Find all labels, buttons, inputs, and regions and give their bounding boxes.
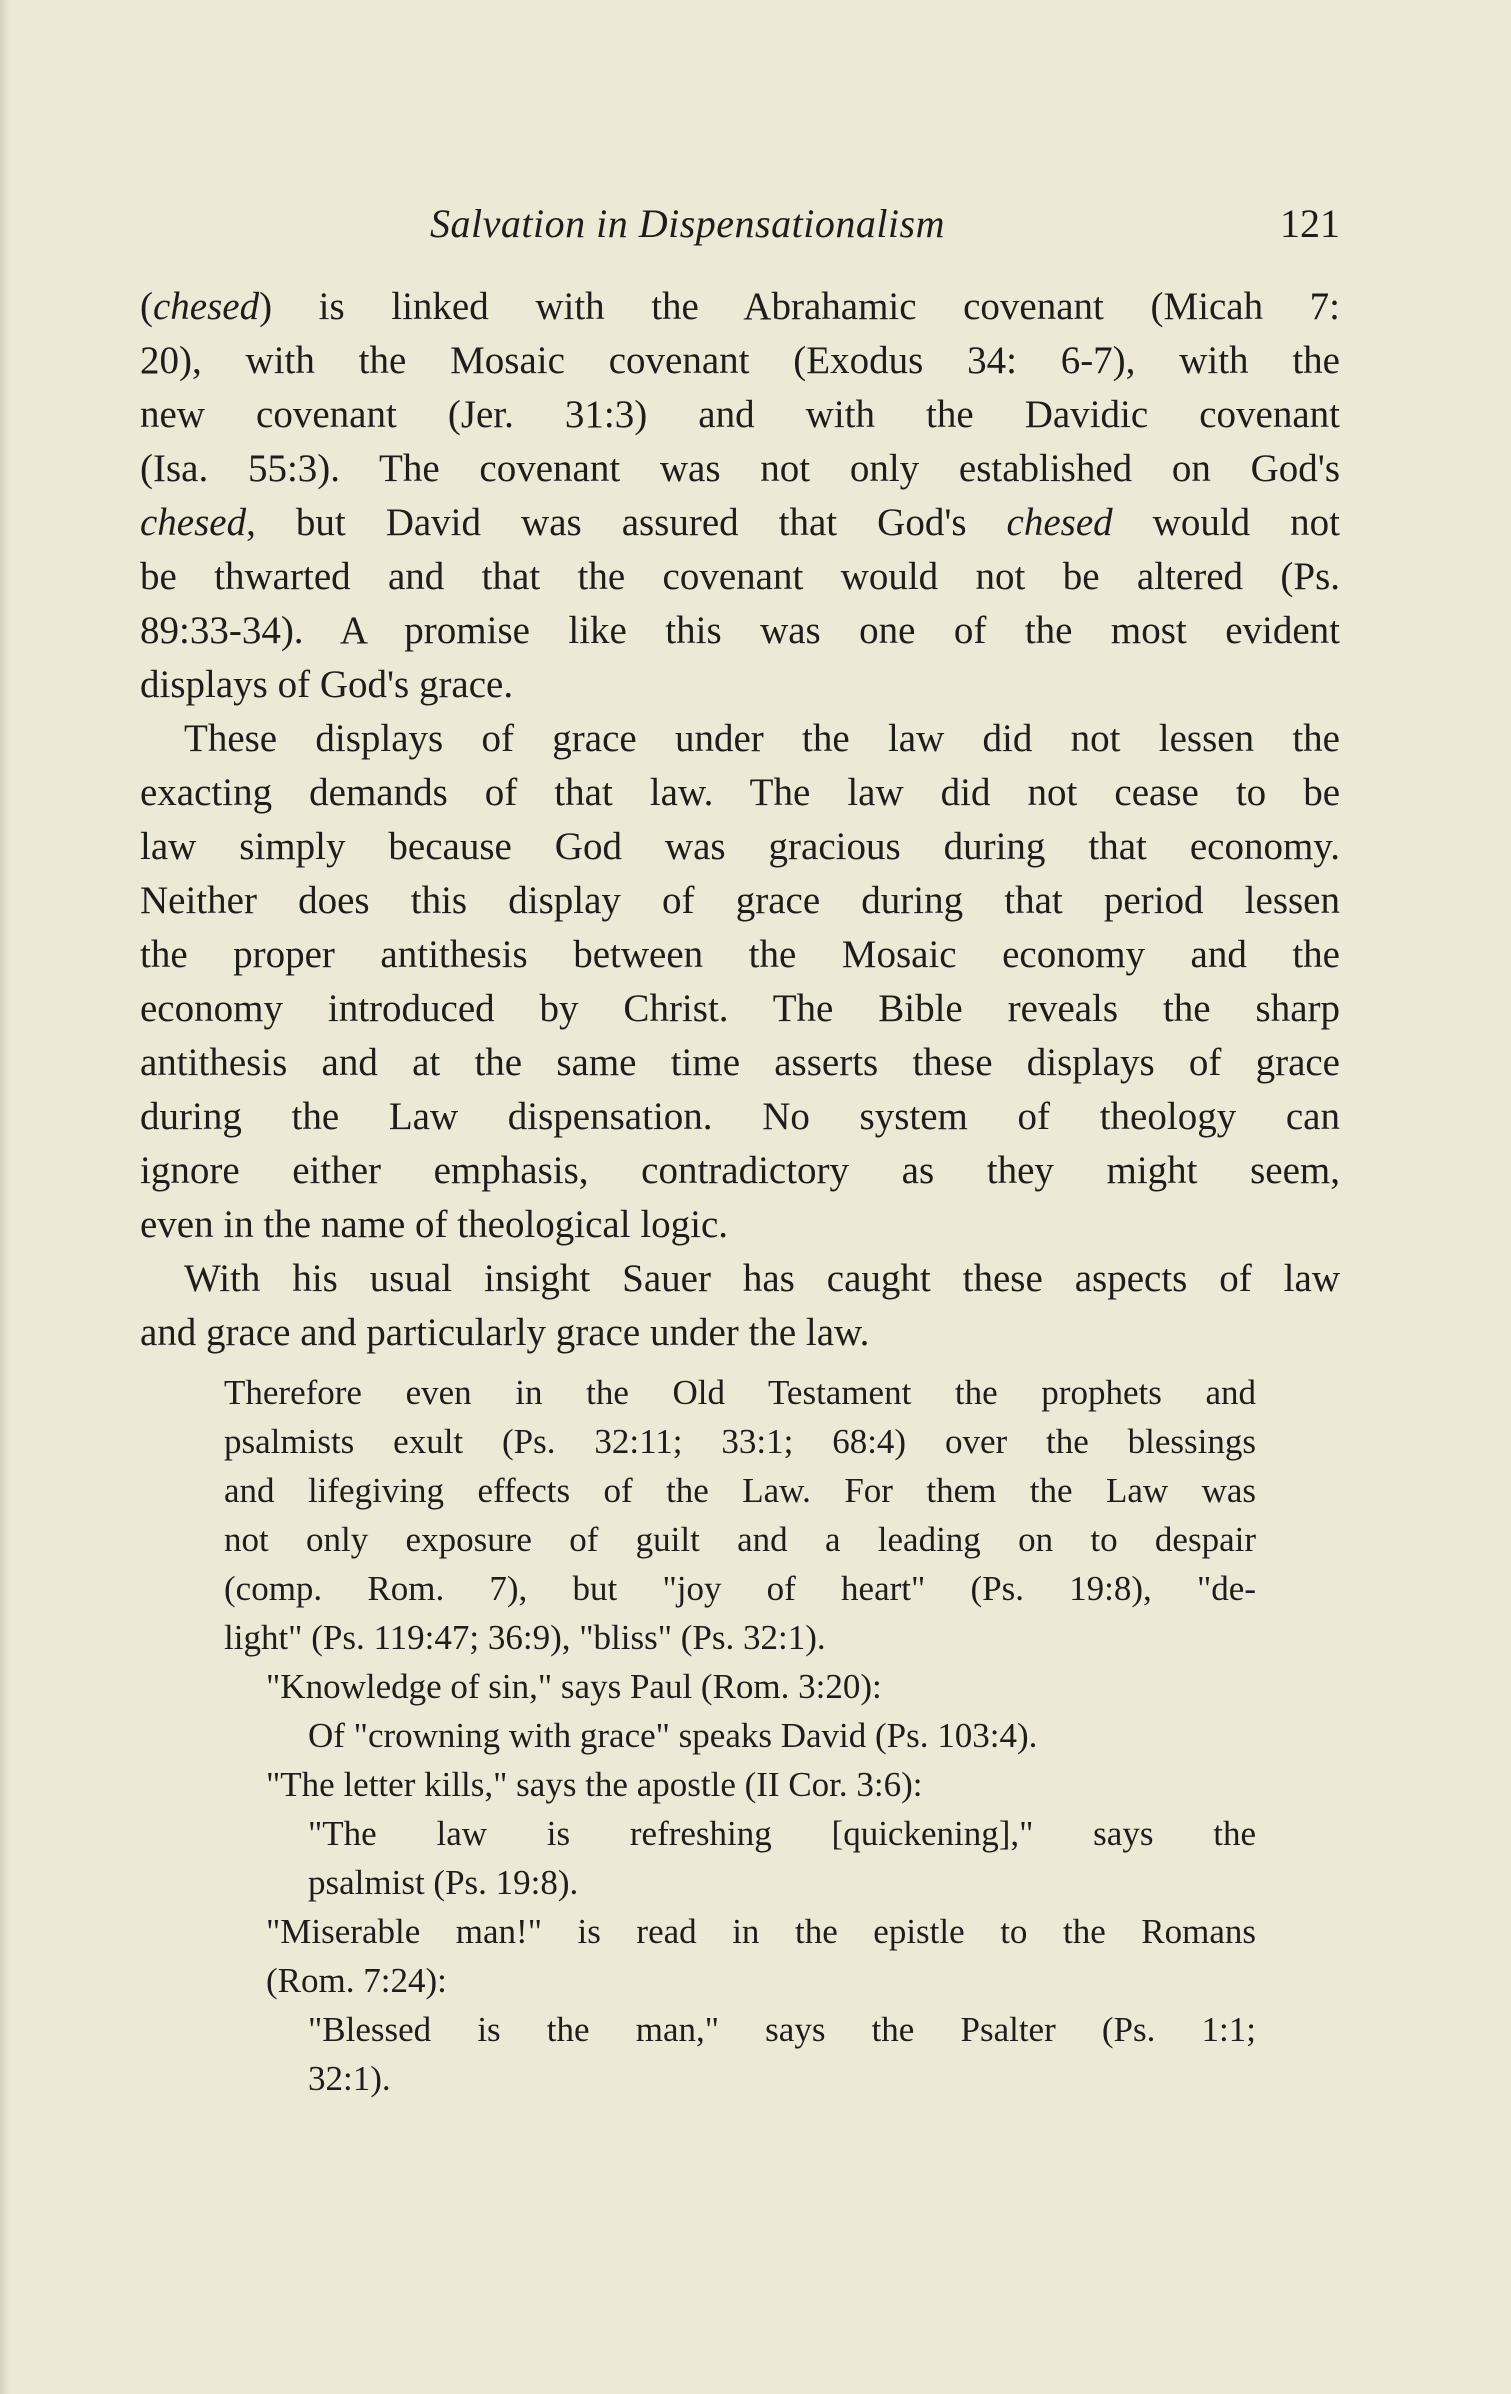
text-line: law simply because God was gracious during that economy. (140, 825, 1340, 868)
quote-line: psalmist (Ps. 19:8). (308, 1863, 579, 1902)
italic-term: chesed (153, 285, 260, 328)
text-line: even in the name of theological logic. (140, 1203, 729, 1246)
text-line: ignore either emphasis, contradictory as they might seem, (140, 1149, 1340, 1192)
text-line: 20), with the Mosaic covenant (Exodus 34: 6-7), with the (140, 339, 1340, 382)
text-line: With his usual insight Sauer has caught these aspects of law (184, 1257, 1340, 1300)
gutter-shadow (0, 0, 10, 2394)
quote-line: "Blessed is the man," says the Psalter (Ps. 1:1; (308, 2010, 1256, 2049)
quote-line: "The letter kills," says the apostle (II Cor. 3:6): (266, 1765, 923, 1804)
paragraph-3 (140, 1252, 1340, 1360)
quote-line: "The law is refreshing [quickening]," says the (308, 1814, 1256, 1853)
text-line: (chesed) is linked with the Abrahamic covenant (Micah 7: (140, 285, 1340, 328)
quote-paragraph (224, 1368, 1256, 1662)
italic-term: chesed (140, 501, 247, 544)
text-line: during the Law dispensation. No system of theology can (140, 1095, 1340, 1138)
quote-line: (comp. Rom. 7), but "joy of heart" (Ps. 19:8), "de- (224, 1569, 1256, 1608)
text-line: the proper antithesis between the Mosaic economy and the (140, 933, 1340, 976)
text-line: new covenant (Jer. 31:3) and with the Davidic covenant (140, 393, 1340, 436)
paragraph-2 (140, 712, 1340, 1252)
text-line: chesed, but David was assured that God's chesed would not (140, 501, 1340, 544)
text-line: and grace and particularly grace under the law. (140, 1311, 870, 1354)
quote-line: light" (Ps. 119:47; 36:9), "bliss" (Ps. 32:1). (224, 1618, 826, 1657)
text-line: Neither does this display of grace during that period lessen (140, 879, 1340, 922)
italic-term: chesed (1006, 501, 1113, 544)
quote-line: and lifegiving effects of the Law. For them the Law was (224, 1471, 1256, 1510)
paragraph-1 (140, 280, 1340, 712)
text-line: 89:33-34). A promise like this was one of the most evident (140, 609, 1340, 652)
text-line: displays of God's grace. (140, 663, 514, 706)
quote-line: psalmists exult (Ps. 32:11; 33:1; 68:4) over the blessings (224, 1422, 1256, 1461)
text-line: economy introduced by Christ. The Bible reveals the sharp (140, 987, 1340, 1030)
quote-line: (Rom. 7:24): (266, 1961, 447, 2000)
quote-line: "Knowledge of sin," says Paul (Rom. 3:20): (266, 1667, 882, 1706)
page-body (140, 280, 1340, 2103)
block-quote (224, 1368, 1256, 2103)
text-line: antithesis and at the same time asserts these displays of grace (140, 1041, 1340, 1084)
quote-line: Therefore even in the Old Testament the prophets and (224, 1373, 1256, 1412)
page-number: 121 (1280, 201, 1340, 246)
running-title: Salvation in Dispensationalism (430, 201, 945, 246)
quote-line: "Miserable man!" is read in the epistle to the Romans (266, 1912, 1256, 1951)
text-line: exacting demands of that law. The law did not cease to be (140, 771, 1340, 814)
quote-line: not only exposure of guilt and a leading on to despair (224, 1520, 1256, 1559)
text-line: be thwarted and that the covenant would not be altered (Ps. (140, 555, 1340, 598)
text-line: (Isa. 55:3). The covenant was not only established on God's (140, 447, 1340, 490)
text-line: These displays of grace under the law did not lessen the (184, 717, 1340, 760)
quote-line: Of "crowning with grace" speaks David (Ps. 103:4). (308, 1716, 1038, 1755)
quote-line: 32:1). (308, 2059, 391, 2098)
running-head (140, 200, 1340, 260)
quote-pairs (224, 1662, 1256, 2103)
